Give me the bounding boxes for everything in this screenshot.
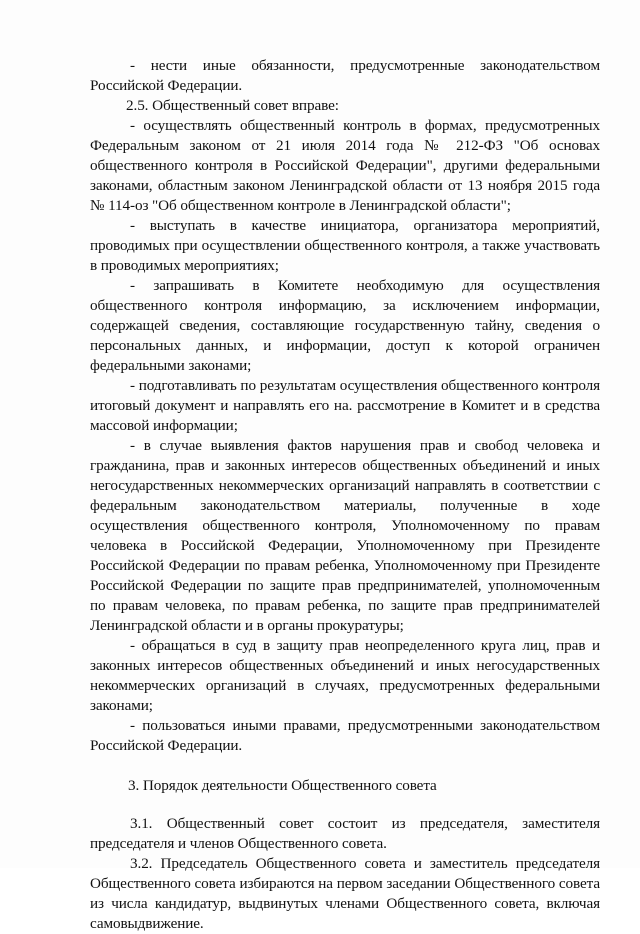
paragraph-request-info: - запрашивать в Комитете необходимую для осуществления общественного контроля информацию, за исключением информации, содержащей сведения, составляющие государственную тайну, сведения о персональных данных, и информации, доступ к которой ограничен федеральными законами; (90, 277, 600, 374)
paragraph-final-document: - подготавливать по результатам осуществления общественного контроля итоговый документ и направлять его на. рассмотрение в Комитет и в средства массовой информации; (90, 377, 600, 434)
paragraph-initiator: - выступать в качестве инициатора, организатора мероприятий, проводимых при осуществлении общественного контроля, а также участвовать в проводимых мероприятиях; (90, 217, 600, 274)
paragraph-3-1: 3.1. Общественный совет состоит из председателя, заместителя председателя и членов Общественного совета. (90, 815, 600, 852)
paragraph-public-control: - осуществлять общественный контроль в формах, предусмотренных Федеральным законом от 21 июля 2014 года № 212-ФЗ "Об основах общественного контроля в Российской Федерации", другими федеральными законами, областным законом Ленинградской области от 13 ноября 2015 года № 114-оз "Об общественном контроле в Ленинградской области"; (90, 117, 600, 214)
paragraph-court: - обращаться в суд в защиту прав неопределенного круга лиц, прав и законных интересов общественных объединений и иных негосударственных некоммерческих организаций в случаях, предусмотренных федеральными законами; (90, 637, 600, 714)
section-heading: 3. Порядок деятельности Общественного совета (128, 777, 437, 794)
paragraph-violations: - в случае выявления фактов нарушения прав и свобод человека и гражданина, прав и законных интересов общественных объединений и иных негосударственных некоммерческих организаций направлять в соответствии с федеральным законодательством материалы, полученные в ходе осуществления общественного контроля, Уполномоченному по правам человека в Российской Федерации, Уполномоченному при Президенте Российской Федерации по правам ребенка, Уполномоченному при Президенте Российской Федерации по защите прав предпринимателей, уполномоченным по правам человека, по правам ребенка, по защите прав предпринимателей Ленинградской области и в органы прокуратуры; (90, 437, 600, 634)
paragraph-duties: - нести иные обязанности, предусмотренные законодательством Российской Федерации. (90, 57, 600, 94)
paragraph-3-2: 3.2. Председатель Общественного совета и заместитель председателя Общественного совета избираются на первом заседании Общественного совета из числа кандидатур, выдвинутых членами Общественного совета, включая самовыдвижение. (90, 855, 600, 932)
document-body (90, 56, 600, 934)
paragraph-2-5-heading: 2.5. Общественный совет вправе: (126, 97, 339, 114)
paragraph-other-rights: - пользоваться иными правами, предусмотренными законодательством Российской Федерации. (90, 717, 600, 754)
